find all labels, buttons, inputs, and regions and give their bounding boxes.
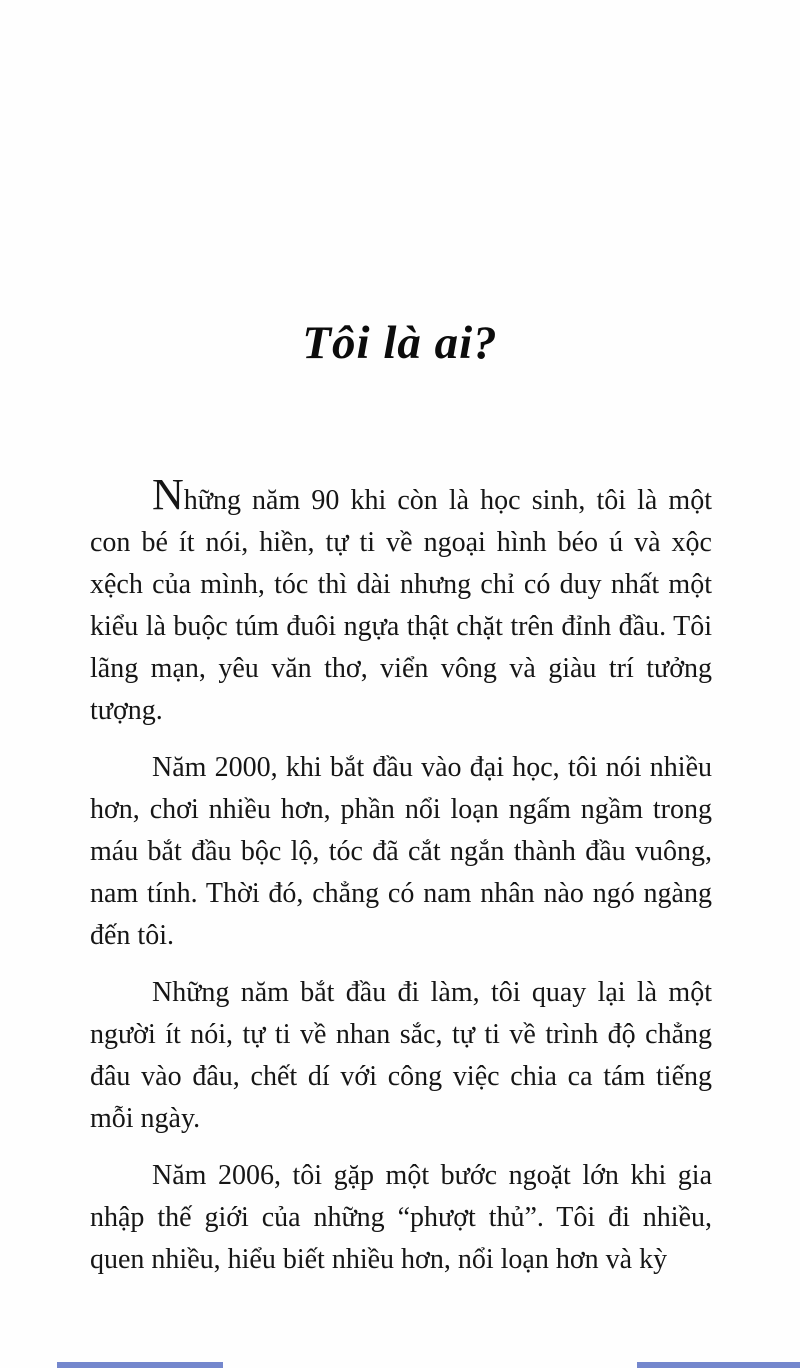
chapter-title: Tôi là ai? xyxy=(302,317,498,369)
paragraph: Những năm bắt đầu đi làm, tôi quay lại là một người ít nói, tự ti về nhan sắc, tự ti về trình độ chẳng đâu vào đâu, chết dí với công việc chia ca tám tiếng mỗi ngày. xyxy=(90,977,712,1134)
paragraph: Những năm 90 khi còn là học sinh, tôi là một con bé ít nói, hiền, tự ti về ngoại hình béo ú và xộc xệch của mình, tóc thì dài nhưng chỉ có duy nhất một kiểu là buộc túm đuôi ngựa thật chặt trên đỉnh đầu. Tôi lãng mạn, yêu văn thơ, viển vông và giàu trí tưởng tượng. xyxy=(90,470,712,726)
drop-cap-initial: N xyxy=(152,470,184,519)
paragraph: Năm 2006, tôi gặp một bước ngoặt lớn khi gia nhập thế giới của những “phượt thủ”. Tôi đi nhiều, quen nhiều, hiểu biết nhiều hơn, nổi loạn hơn và kỳ xyxy=(90,1160,712,1275)
footer-mark-right xyxy=(637,1362,800,1368)
body-text xyxy=(90,470,712,1296)
footer-mark-left xyxy=(57,1362,223,1368)
paragraph: Năm 2000, khi bắt đầu vào đại học, tôi nói nhiều hơn, chơi nhiều hơn, phần nổi loạn ngấm ngầm trong máu bắt đầu bộc lộ, tóc đã cắt ngắn thành đầu vuông, nam tính. Thời đó, chẳng có nam nhân nào ngó ngàng đến tôi. xyxy=(90,752,712,951)
